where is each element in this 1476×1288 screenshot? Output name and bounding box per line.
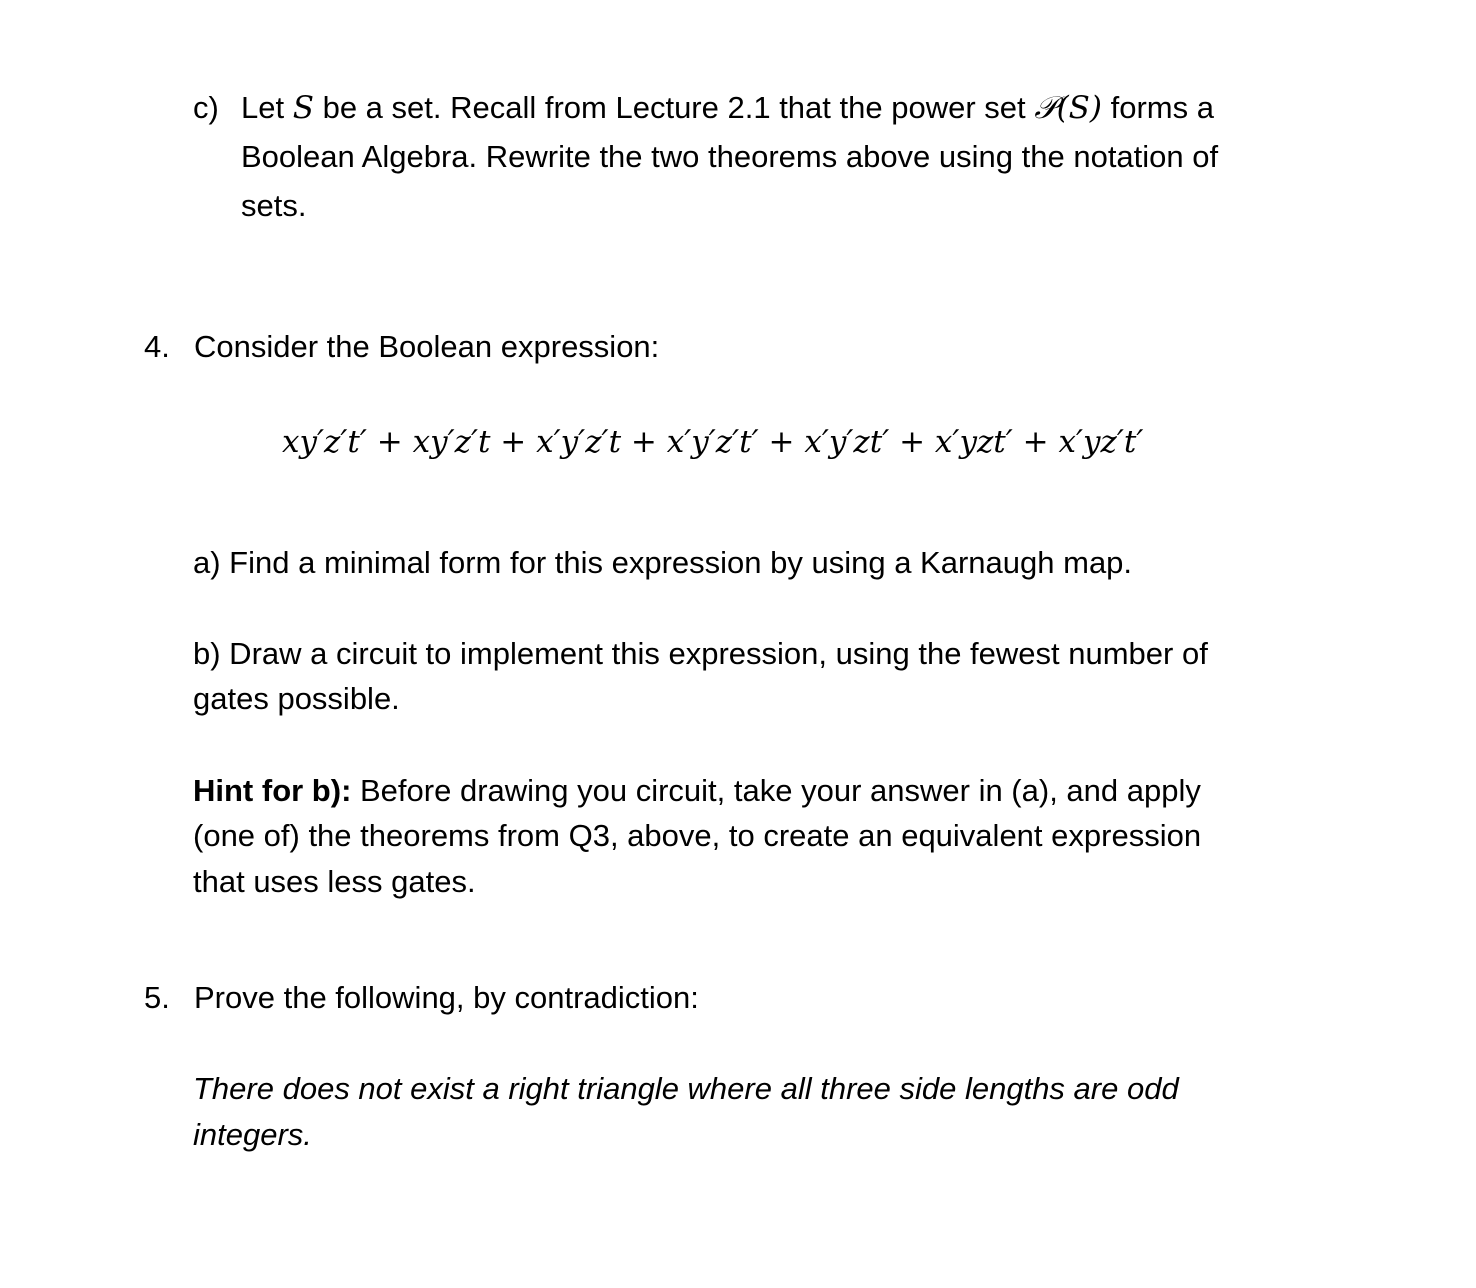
part-c-marker: c): [193, 90, 219, 125]
hint-line-3: that uses less gates.: [193, 864, 476, 899]
hint-label: Hint for b):: [193, 773, 352, 808]
part-c-line-1: [241, 88, 1214, 128]
question-4-part-b-line-1: b) Draw a circuit to implement this expression, using the fewest number of: [193, 636, 1208, 671]
question-5-number: 5.: [144, 980, 170, 1015]
question-5-statement-line-1: There does not exist a right triangle where all three side lengths are odd: [193, 1071, 1179, 1106]
question-4-number: 4.: [144, 329, 170, 364]
boolean-expression: xy′z′t′ + xy′z′t + x′y′z′t + x′y′z′t′ + x′y′zt′ + x′yzt′ + x′yz′t′: [282, 424, 1144, 460]
set-variable-s: S: [292, 90, 314, 126]
part-c-text-b: be a set. Recall from Lecture 2.1 that the power set: [313, 90, 1035, 125]
hint-line-1: [193, 771, 1201, 811]
power-set-notation: 𝒫(S): [1034, 90, 1103, 126]
hint-line-2: (one of) the theorems from Q3, above, to create an equivalent expression: [193, 818, 1202, 853]
question-4-part-a: a) Find a minimal form for this expression by using a Karnaugh map.: [193, 545, 1133, 580]
hint-text-1: Before drawing you circuit, take your answer in (a), and apply: [351, 773, 1201, 808]
part-c-line-3: sets.: [241, 188, 307, 223]
question-5-statement-line-2: integers.: [193, 1117, 312, 1152]
part-c-text-c: forms a: [1102, 90, 1214, 125]
part-c-line-2: Boolean Algebra. Rewrite the two theorems above using the notation of: [241, 139, 1219, 174]
question-4-prompt: Consider the Boolean expression:: [194, 329, 660, 364]
part-c-text-a: Let: [241, 90, 293, 125]
question-5-prompt: Prove the following, by contradiction:: [194, 980, 699, 1015]
question-4-part-b-line-2: gates possible.: [193, 681, 400, 716]
